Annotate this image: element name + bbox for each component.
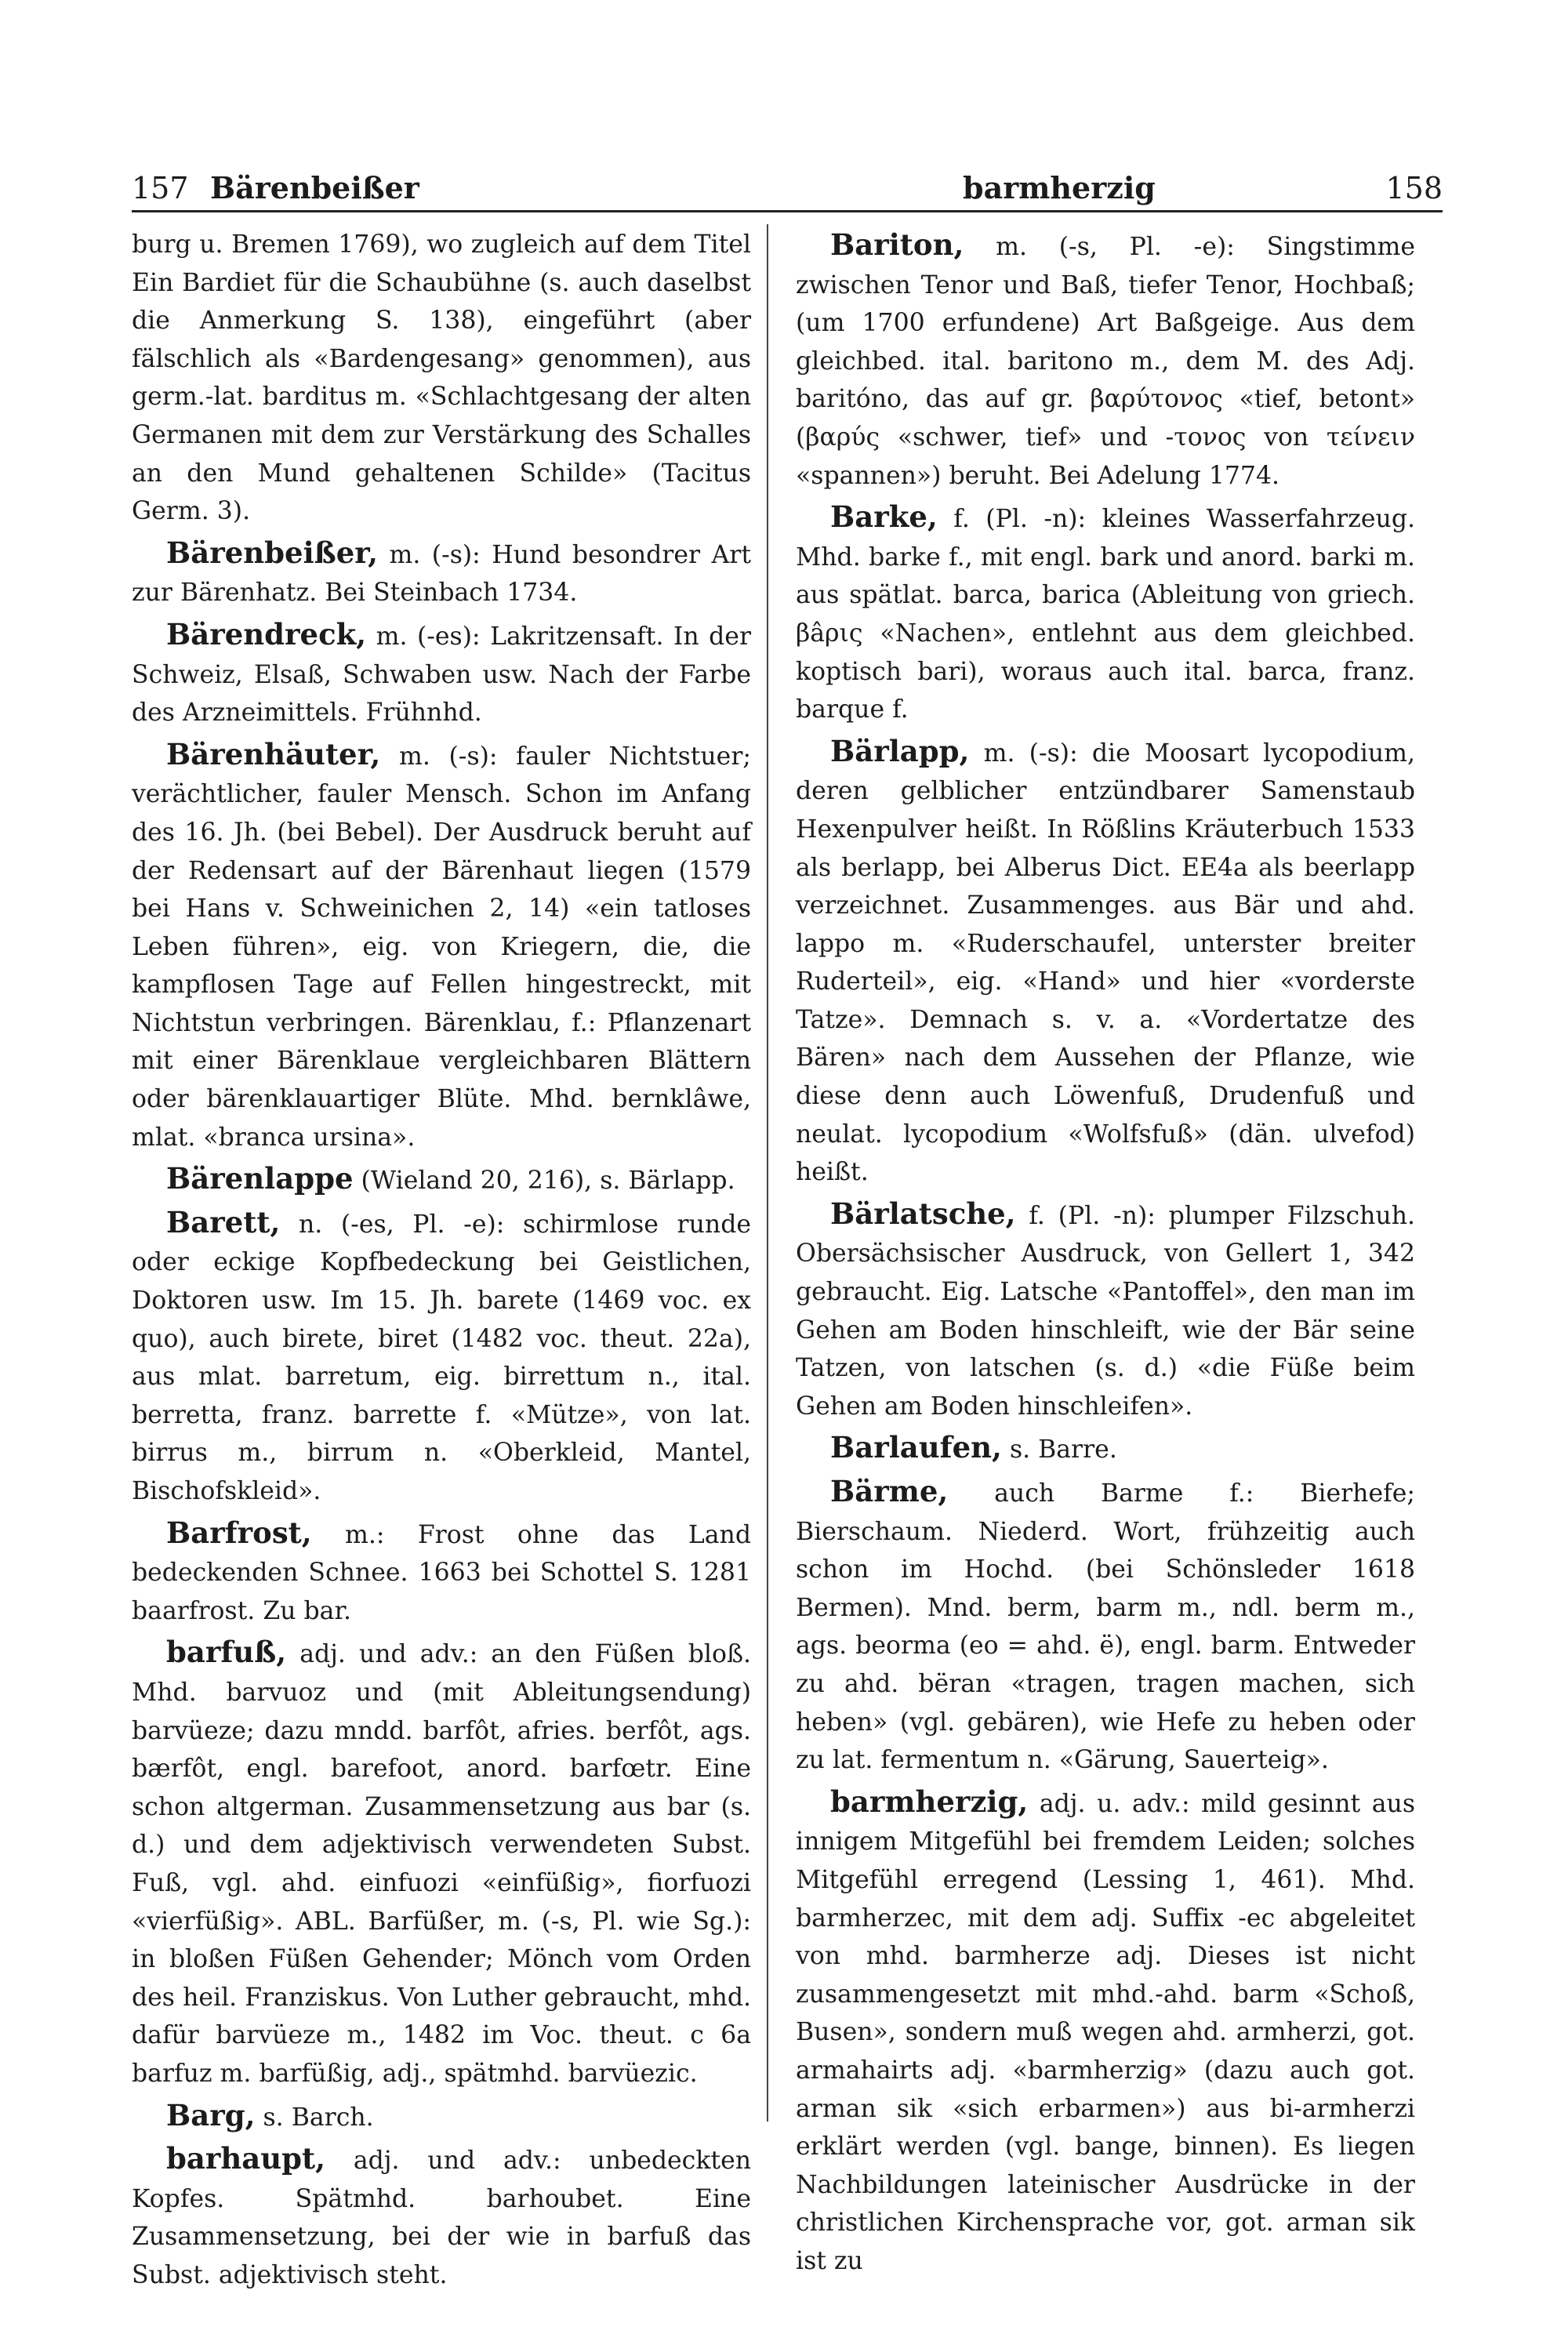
entry-text: s. Barch. — [263, 2103, 374, 2132]
right-running-head: barmherzig — [963, 170, 1156, 205]
entry-headword: Bärlatsche, — [830, 1196, 1016, 1231]
entry-headword: Bärenbeißer, — [166, 535, 378, 570]
column-divider — [767, 224, 768, 2122]
entry-text: adj. und adv.: unbedeckten Kopfes. Spätmhd. barhoubet. Eine Zusammensetzung, bei der wie in barfuß das Subst. adjektivisch steht. — [132, 2147, 751, 2289]
dictionary-entry — [796, 1472, 1415, 1780]
entry-text: adj. und adv.: an den Füßen bloß. Mhd. barvuoz und (mit Ableitungsendung) barvüeze; dazu mndd. barfôt, afries. berfôt, ags. bærfôt, engl. barefoot, anord. barfœtr. Eine schon altgerman. Zusammensetzung aus bar (s. d.) und dem adjektivisch verwendeten Subst. Fuß, vgl. ahd. einfuozi «einfüßig», fiorfuozi «vierfüßig». ABL. Barfüßer, m. (-s, Pl. wie Sg.): in bloßen Füßen Gehender; Mönch vom Orden des heil. Franziskus. Von Luther gebraucht, mhd. dafür barvüeze m., 1482 im Voc. theut. c 6a barfuz m. barfüßig, adj., spätmhd. barvüezic. — [132, 1640, 751, 2088]
entry-text: auch Barme f.: Bierhefe; Bierschaum. Niederd. Wort, frühzeitig auch schon im Hochd. (bei Schönsleder 1618 Bermen). Mnd. berm, barm m., ndl. berm m., ags. beorma (eo = ahd. ë), engl. barm. Entweder zu ahd. bëran «tragen, tragen machen, sich heben» (vgl. gebären), wie Hefe zu heben oder zu lat. fermentum n. «Gärung, Sauerteig». — [796, 1479, 1416, 1775]
dictionary-entry — [796, 1428, 1415, 1469]
dictionary-entry — [132, 615, 751, 732]
dictionary-entry — [132, 2140, 751, 2294]
dictionary-entry — [132, 534, 751, 612]
entry-headword: Barlaufen, — [830, 1430, 1002, 1465]
entry-headword: Barett, — [166, 1204, 281, 1240]
entry-text: adj. u. adv.: mild gesinnt aus innigem Mitgefühl bei fremdem Leiden; solches Mitgefühl erregend (Lessing 1, 461). Mhd. barmherzec, mit dem adj. Suffix -ec abgeleitet von mhd. barmherze adj. Dieses ist nicht zusammengesetzt mit mhd.-ahd. barm «Schoß, Busen», sondern muß wegen ahd. armherzi, got. armahairts adj. «barmherzig» (dazu auch got. arman sik «sich erbarmen») aus bi-armherzi erklärt werden (vgl. bange, binnen). Es liegen Nachbildungen lateinischer Ausdrücke in der christlichen Kirchensprache vor, got. arman sik ist zu — [796, 1789, 1416, 2275]
dictionary-entry — [796, 1195, 1415, 1426]
entry-text: m.: Frost ohne das Land bedeckenden Schnee. 1663 bei Schottel S. 1281 baarfrost. Zu bar. — [132, 1520, 751, 1625]
entry-headword: Bärenlappe — [166, 1161, 354, 1196]
dictionary-entry — [796, 1783, 1415, 2281]
entry-text: m. (-s, Pl. -e): Singstimme zwischen Tenor und Baß, tiefer Tenor, Hochbaß; (um 1700 erfundene) Art Baßgeige. Aus dem gleichbed. ital. baritono m., dem M. des Adj. baritóno, das auf gr. βαρύτονος «tief, betont» (βαρύς «schwer, tief» und -τονος von τείνειν «spannen») beruht. Bei Adelung 1774. — [796, 233, 1415, 490]
entry-headword: Bariton, — [830, 227, 964, 262]
header-rule — [132, 210, 1443, 212]
entry-headword: Barfrost, — [166, 1515, 312, 1550]
entry-text: f. (Pl. -n): kleines Wasserfahrzeug. Mhd. barke f., mit engl. bark und anord. barki m. aus spätlat. barca, barica (Ableitung von griech. βâρις «Nachen», entlehnt aus dem gleichbed. koptisch bari), woraus auch ital. barca, franz. barque f. — [796, 505, 1415, 724]
entry-headword: Bärme, — [830, 1474, 949, 1508]
left-page-number: 157 — [132, 171, 189, 205]
entry-text: m. (-es): Lakritzensaft. In der Schweiz, Elsaß, Schwaben usw. Nach der Farbe des Arzneimittels. Frühnhd. — [132, 622, 751, 728]
dictionary-entry — [132, 2096, 751, 2137]
entry-headword: Bärenhäuter, — [166, 736, 381, 771]
entry-text: m. (-s): Hund besondrer Art zur Bärenhatz. Bei Steinbach 1734. — [132, 540, 751, 608]
dictionary-entry — [132, 1514, 751, 1631]
entry-text: burg u. Bremen 1769), wo zugleich auf dem Titel Ein Bardiet für die Schaubühne (s. auch daselbst die Anmerkung S. 138), eingeführt (aber fälschlich als «Bardengesang» genommen), aus germ.-lat. barditus m. «Schlachtgesang der alten Germanen mit dem zur Verstärkung des Schalles an den Mund gehaltenen Schilde» (Tacitus Germ. 3). — [132, 230, 751, 526]
entry-text: m. (-s): fauler Nichtstuer; verächtlicher, fauler Mensch. Schon im Anfang des 16. Jh. (bei Bebel). Der Ausdruck beruht auf der Redensart auf der Bärenhaut liegen (1579 bei Hans v. Schweinichen 2, 14) «ein tatloses Leben führen», eig. von Kriegern, die, die kampflosen Tage auf Fellen hingestreckt, mit Nichtstun verbringen. Bärenklau, f.: Pflanzenart mit einer Bärenklaue vergleichbaren Blättern oder bärenklauartiger Blüte. Mhd. bernklâwe, mlat. «branca ursina». — [132, 742, 751, 1152]
entry-text: (Wieland 20, 216), s. Bärlapp. — [361, 1167, 735, 1196]
entry-text: n. (-es, Pl. -e): schirmlose runde oder eckige Kopfbedeckung bei Geistlichen, Doktoren usw. Im 15. Jh. barete (1469 voc. ex quo), auch birete, biret (1482 voc. theut. 22a), aus mlat. barretum, eig. birrettum n., ital. berretta, franz. barrette f. «Mütze», von lat. birrus m., birrum n. «Oberkleid, Mantel, Bischofskleid». — [132, 1210, 751, 1505]
dictionary-entry — [132, 1203, 751, 1511]
dictionary-entry — [132, 226, 751, 531]
entry-text: s. Barre. — [1009, 1436, 1117, 1465]
page-header — [132, 165, 1443, 212]
entry-headword: Barke, — [830, 499, 938, 535]
dictionary-entry — [132, 1160, 751, 1200]
dictionary-entry — [796, 498, 1415, 729]
dictionary-entry — [796, 226, 1415, 495]
entry-text: f. (Pl. -n): plumper Filzschuh. Obersächsischer Ausdruck, von Gellert 1, 342 gebraucht. Eig. Latsche «Pantoffel», den man im Gehen am Boden hinschleift, wie der Bär seine Tatzen, von latschen (s. d.) «die Füße beim Gehen am Boden hinschleifen». — [796, 1201, 1415, 1421]
dictionary-entry — [132, 1633, 751, 2092]
left-running-head: Bärenbeißer — [210, 170, 419, 205]
right-column — [796, 226, 1416, 2275]
dictionary-entry — [132, 735, 751, 1157]
entry-headword: barmherzig, — [830, 1784, 1029, 1819]
entry-text: m. (-s): die Moosart lycopodium, deren gelblicher entzündbarer Samenstaub Hexenpulver heißt. In Rößlins Kräuterbuch 1533 als berlapp, bei Alberus Dict. EE4a als beerlapp verzeichnet. Zusammenges. aus Bär und ahd. lappo m. «Ruderschaufel, unterster breiter Ruderteil», eig. «Hand» und hier «vorderste Tatze». Demnach s. v. a. «Vordertatze des Bären» nach dem Aussehen der Pflanze, wie diese denn auch Löwenfuß, Drudenfuß und neulat. lycopodium «Wolfsfuß» (dän. ulvefod) heißt. — [796, 739, 1415, 1187]
left-column — [132, 226, 751, 2289]
entry-headword: Bärendreck, — [166, 616, 367, 652]
dictionary-entry — [796, 732, 1415, 1192]
right-page-number: 158 — [1385, 171, 1443, 205]
entry-headword: Bärlapp, — [830, 733, 970, 768]
entry-headword: barfuß, — [166, 1635, 287, 1670]
entry-headword: barhaupt, — [166, 2141, 325, 2176]
entry-headword: Barg, — [166, 2097, 256, 2132]
